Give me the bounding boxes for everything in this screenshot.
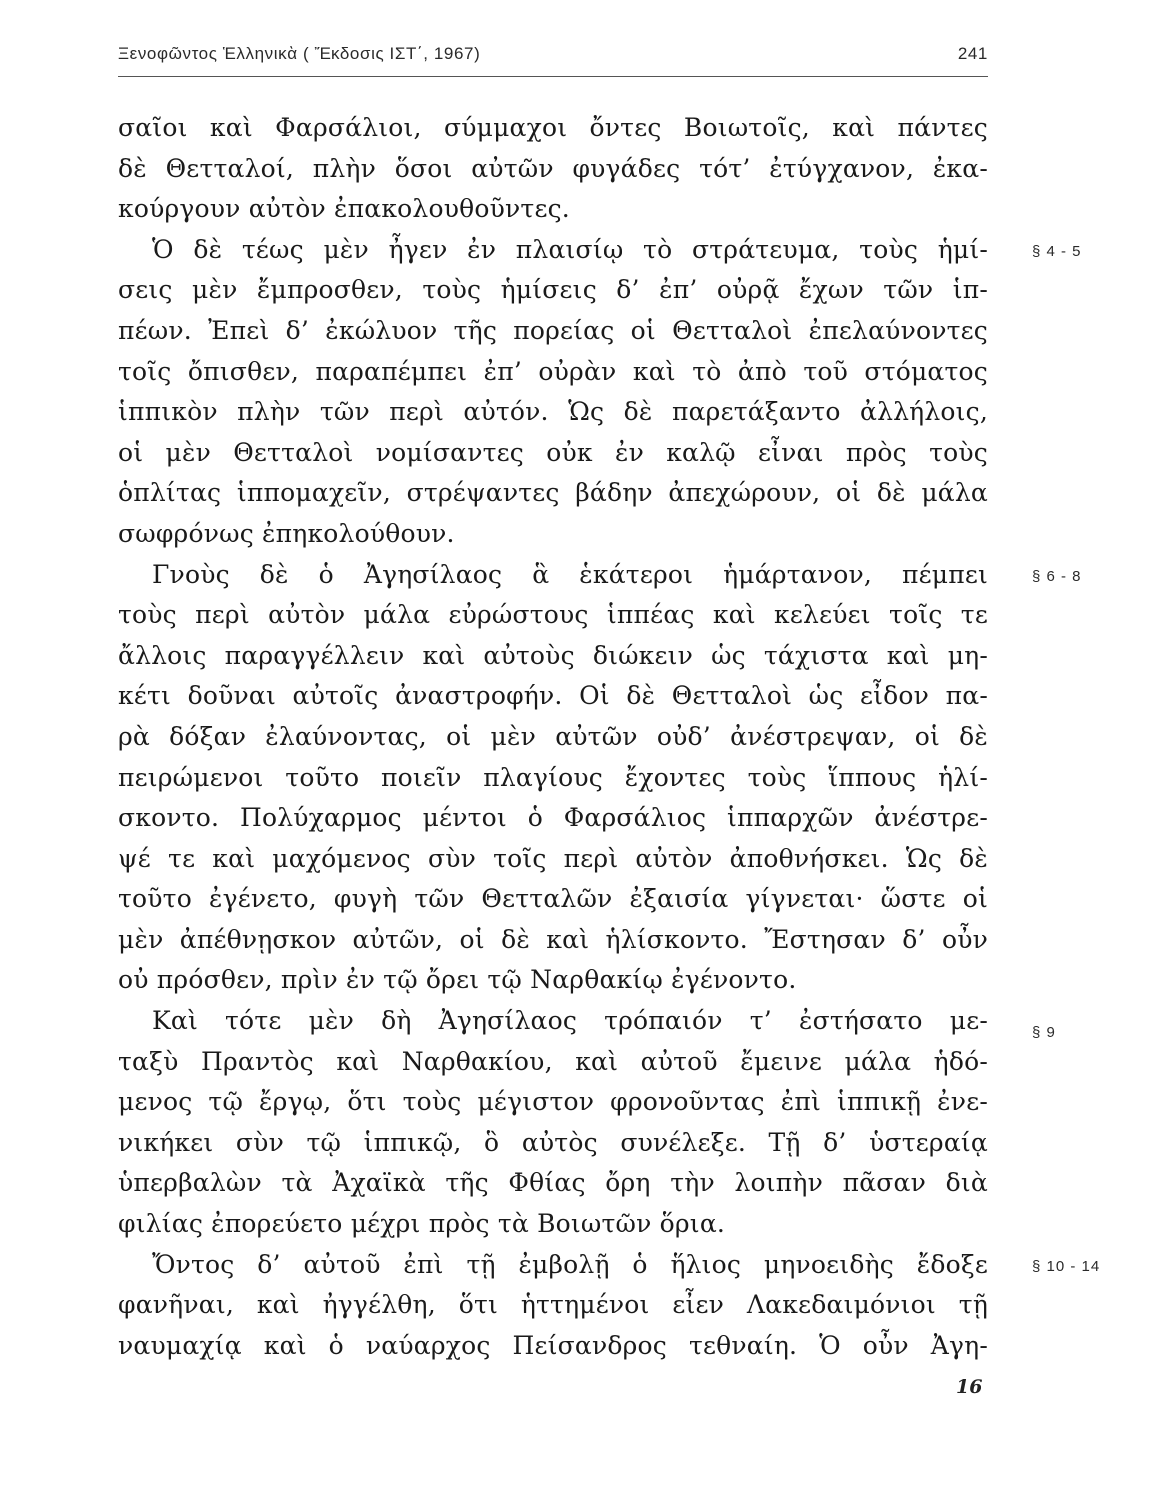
text-line: κέτι δοῦναι αὐτοῖς ἀναστροφήν. Οἱ δὲ Θετταλοὶ ὡς εἶδον πα- (118, 681, 988, 711)
text-line: φανῆναι, καὶ ἠγγέλθη, ὅτι ἡττημένοι εἶεν Λακεδαιμόνιοι τῇ (118, 1290, 988, 1320)
text-line: ταξὺ Πραντὸς καὶ Ναρθακίου, καὶ αὐτοῦ ἔμεινε μάλα ἡδό- (118, 1046, 988, 1076)
text-line: κούργουν αὐτὸν ἐπακολουθοῦντες. (118, 194, 570, 224)
text-line (118, 1001, 1056, 1042)
text-line: τοὺς περὶ αὐτὸν μάλα εὐρώστους ἱππέας καὶ κελεύει τοῖς τε (118, 600, 988, 630)
paragraph-1 (118, 108, 988, 230)
text-line: ὁπλίτας ἱππομαχεῖν, στρέψαντες βάδην ἀπεχώρουν, οἱ δὲ μάλα (118, 478, 988, 508)
text-line: οἱ μὲν Θετταλοὶ νομίσαντες οὐκ ἐν καλῷ εἶναι πρὸς τοὺς (118, 437, 988, 467)
text-line (118, 1245, 1101, 1286)
text-line (118, 555, 1082, 596)
text-line-content: Ὁ δὲ τέως μὲν ἦγεν ἐν πλαισίῳ τὸ στράτευμα, τοὺς ἡμί- (152, 234, 988, 264)
section-margin-note: § 4 - 5 (1032, 242, 1082, 260)
section-margin-note: § 6 - 8 (1032, 567, 1082, 585)
paragraph-3 (118, 555, 1082, 1002)
text-line: τοῖς ὄπισθεν, παραπέμπει ἐπ’ οὐρὰν καὶ τὸ ἀπὸ τοῦ στόματος (118, 356, 988, 386)
paragraph-5 (118, 1245, 1101, 1367)
text-line: ρὰ δόξαν ἐλαύνοντας, οἱ μὲν αὐτῶν οὐδ’ ἀνέστρεψαν, οἱ δὲ (118, 721, 988, 751)
header-rule (118, 76, 988, 77)
body-text (118, 108, 1101, 1366)
text-line: σαῖοι καὶ Φαρσάλιοι, σύμμαχοι ὄντες Βοιωτοῖς, καὶ πάντες (118, 113, 988, 142)
running-head-title: Ξενοφῶντος Ἑλληνικὰ ( Ἔκδοσις ΙΣΤ΄, 1967) (118, 44, 481, 63)
text-line: πέων. Ἐπεὶ δ’ ἐκώλυον τῆς πορείας οἱ Θετταλοὶ ἐπελαύνοντες (118, 315, 988, 345)
text-line (118, 230, 1082, 271)
text-line-content: Καὶ τότε μὲν δὴ Ἀγησίλαος τρόπαιόν τ’ ἐστήσατο με- (152, 1006, 988, 1036)
text-line: μενος τῷ ἔργῳ, ὅτι τοὺς μέγιστον φρονοῦντας ἐπὶ ἱππικῇ ἐνε- (118, 1087, 988, 1117)
text-line: οὐ πρόσθεν, πρὶν ἐν τῷ ὄρει τῷ Ναρθακίῳ ἐγένοντο. (118, 965, 797, 995)
signature-mark: 16 (956, 1376, 983, 1398)
text-line: ὑπερβαλὼν τὰ Ἀχαϊκὰ τῆς Φθίας ὄρη τὴν λοιπὴν πᾶσαν διὰ (118, 1168, 988, 1198)
text-line: φιλίας ἐπορεύετο μέχρι πρὸς τὰ Βοιωτῶν ὅρια. (118, 1209, 726, 1239)
text-line-content: Γνοὺς δὲ ὁ Ἀγησίλαος ἃ ἑκάτεροι ἡμάρτανον, πέμπει (152, 559, 988, 589)
text-line: σκοντο. Πολύχαρμος μέντοι ὁ Φαρσάλιος ἱππαρχῶν ἀνέστρε- (118, 803, 988, 833)
text-line-content: Ὄντος δ’ αὐτοῦ ἐπὶ τῇ ἐμβολῇ ὁ ἥλιος μηνοειδὴς ἔδοξε (152, 1249, 988, 1279)
section-margin-note: § 10 - 14 (1032, 1257, 1101, 1275)
text-line: ψέ τε καὶ μαχόμενος σὺν τοῖς περὶ αὐτὸν ἀποθνήσκει. Ὡς δὲ (118, 843, 988, 873)
section-margin-note: § 9 (1032, 1024, 1056, 1042)
text-line: νικήκει σὺν τῷ ἱππικῷ, ὃ αὐτὸς συνέλεξε. Τῇ δ’ ὑστεραίᾳ (118, 1127, 988, 1157)
text-line: ναυμαχίᾳ καὶ ὁ ναύαρχος Πείσανδρος τεθναίη. Ὁ οὖν Ἀγη- (118, 1330, 988, 1360)
text-line: δὲ Θετταλοί, πλὴν ὅσοι αὐτῶν φυγάδες τότ’ ἐτύγχανον, ἐκα- (118, 153, 988, 183)
text-line: ἱππικὸν πλὴν τῶν περὶ αὐτόν. Ὡς δὲ παρετάξαντο ἀλλήλοις, (118, 397, 988, 427)
paragraph-4 (118, 1001, 1056, 1245)
text-line: σεις μὲν ἔμπροσθεν, τοὺς ἡμίσεις δ’ ἐπ’ οὐρᾷ ἔχων τῶν ἱπ- (118, 275, 988, 305)
text-line: πειρώμενοι τοῦτο ποιεῖν πλαγίους ἔχοντες τοὺς ἵππους ἡλί- (118, 762, 988, 792)
text-line: σωφρόνως ἐπηκολούθουν. (118, 518, 455, 548)
running-head (118, 44, 988, 74)
text-line: ἄλλοις παραγγέλλειν καὶ αὐτοὺς διώκειν ὡς τάχιστα καὶ μη- (118, 640, 988, 670)
text-line: μὲν ἀπέθνῃσκον αὐτῶν, οἱ δὲ καὶ ἡλίσκοντο. Ἔστησαν δ’ οὖν (118, 924, 988, 954)
page-number: 241 (957, 44, 988, 63)
paragraph-2 (118, 230, 1082, 555)
text-line: τοῦτο ἐγένετο, φυγὴ τῶν Θετταλῶν ἐξαισία γίγνεται· ὥστε οἱ (118, 884, 988, 914)
